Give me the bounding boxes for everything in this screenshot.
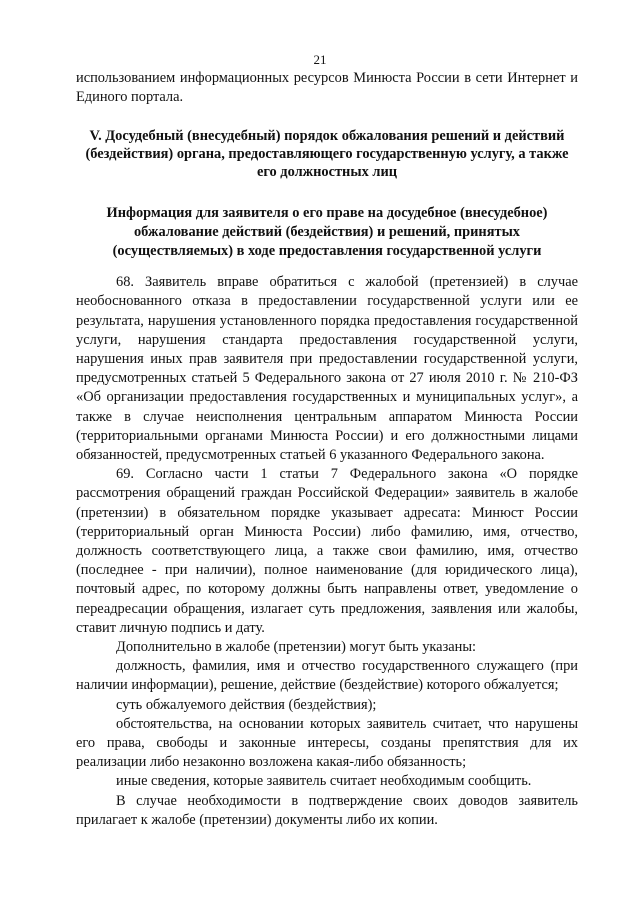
page-number: 21: [313, 52, 327, 67]
list-item-official: должность, фамилия, имя и отчество государственного служащего (при наличии информации), решение, действие (бездействие) которого обжалуется;: [76, 658, 578, 694]
paragraph-additional-intro: Дополнительно в жалобе (претензии) могут быть указаны:: [116, 639, 477, 656]
continuation-text: использованием информационных ресурсов Минюста России в сети Интернет и Единого портала.: [76, 70, 578, 106]
paragraph-68: 68. Заявитель вправе обратиться с жалобой (претензией) в случае необоснованного отказа в предоставлении государственной услуги или ее результата, нарушения установленного порядка предоставления государственной услуги, нарушения стандарта предоставления государственной услуги, нарушения иных прав заявителя при предоставлении государственной услуги, предусмотренных статьей 5 Федерального закона от 27 июля 2010 г. № 210-ФЗ «Об организации предоставления государственных и муниципальных услуг», а также в случае неисполнения центральным аппаратом Минюста России (территориальными органами Минюста России) и его должностными лицами обязанностей, предусмотренных статьей 6 указанного Федерального закона.: [76, 274, 578, 464]
subsection-heading: Информация для заявителя о его праве на досудебное (внесудебное) обжалование действий (бездействия) и решений, принятых (осуществляемых) в ходе предоставления государственной услуги: [106, 205, 548, 259]
section-heading: V. Досудебный (внесудебный) порядок обжалования решений и действий (бездействия) органа, предоставляющего государственную услугу, а также его должностных лиц: [85, 128, 569, 181]
document-body: [76, 69, 578, 830]
paragraph-69: 69. Согласно части 1 статьи 7 Федерального закона «О порядке рассмотрения обращений граждан Российской Федерации» заявитель в жалобе (претензии) в обязательном порядке указывает адресата: Минюст России (территориальный орган Минюста России) либо фамилию, имя, отчество, должность соответствующего лица, а также свои фамилию, имя, отчество (последнее - при наличии), полное наименование (для юридического лица), почтовый адрес, по которому должны быть направлены ответ, уведомление о переадресации обращения, излагает суть предложения, заявления или жалобы, ставит личную подпись и дату.: [76, 466, 578, 636]
list-item-other-info: иные сведения, которые заявитель считает необходимым сообщить.: [116, 773, 532, 790]
list-item-circumstances: обстоятельства, на основании которых заявитель считает, что нарушены его права, свободы и законные интересы, созданы препятствия для их реализации либо незаконно возложена какая-либо обязанность;: [76, 715, 578, 771]
paragraph-attachments: В случае необходимости в подтверждение своих доводов заявитель прилагает к жалобе (претензии) документы либо их копии.: [76, 792, 578, 828]
list-item-essence: суть обжалуемого действия (бездействия);: [116, 696, 377, 713]
